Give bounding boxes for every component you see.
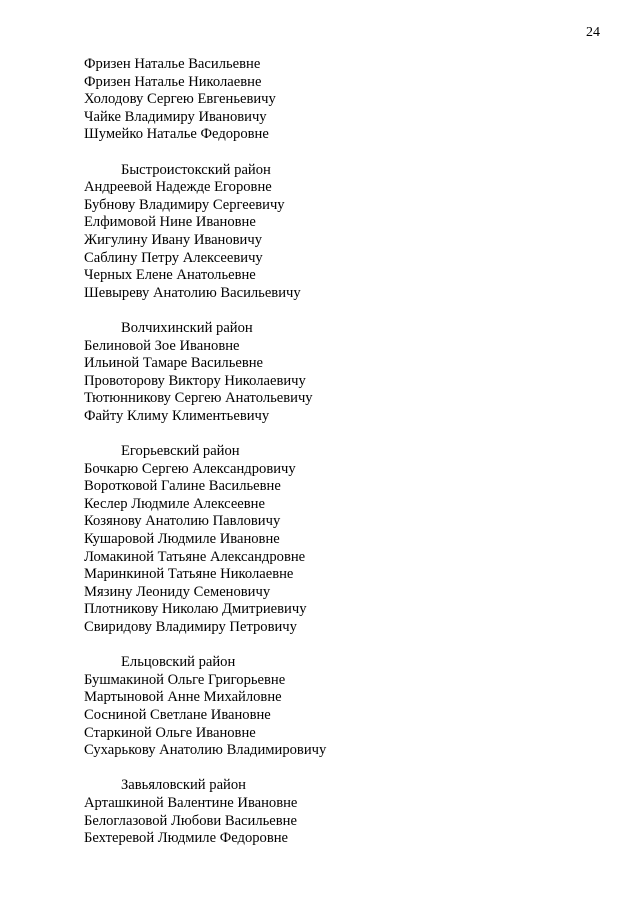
section-volchikhinsky (84, 320, 604, 426)
list-item: Маринкиной Татьяне Николаевне (84, 566, 294, 583)
list-item: Воротковой Галине Васильевне (84, 478, 281, 495)
list-item: Шумейко Наталье Федоровне (84, 126, 269, 143)
section-spacer (84, 760, 604, 778)
list-item: Кушаровой Людмиле Ивановне (84, 531, 280, 548)
intro-name-list (84, 56, 604, 144)
list-item: Фризен Наталье Николаевне (84, 73, 262, 90)
list-item: Бехтеревой Людмиле Федоровне (84, 830, 289, 847)
section-heading: Быстроистокский район (121, 161, 271, 178)
section-spacer (84, 425, 604, 443)
section-yeltsovsky (84, 654, 604, 760)
section-spacer (84, 637, 604, 655)
list-item: Чайке Владимиру Ивановичу (84, 108, 267, 125)
list-item: Саблину Петру Алексеевичу (84, 249, 263, 266)
section-bystroistoksky (84, 162, 604, 303)
list-item: Провоторову Виктору Николаевичу (84, 372, 306, 389)
list-item: Мартыновой Анне Михайловне (84, 689, 282, 706)
list-item: Свиридову Владимиру Петровичу (84, 619, 297, 635)
list-item: Сухарькову Анатолию Владимировичу (84, 742, 327, 759)
list-item: Елфимовой Нине Ивановне (84, 214, 256, 231)
list-item: Фризен Наталье Васильевне (84, 56, 261, 72)
section-heading: Егорьевский район (121, 443, 240, 460)
list-item: Андреевой Надежде Егоровне (84, 179, 272, 196)
list-item: Белиновой Зое Ивановне (84, 337, 240, 354)
list-item: Кеслер Людмиле Алексеевне (84, 495, 265, 512)
list-item: Ломакиной Татьяне Александровне (84, 548, 306, 565)
list-item: Плотникову Николаю Дмитриевичу (84, 601, 307, 618)
list-item: Старкиной Ольге Ивановне (84, 724, 256, 741)
list-item: Мязину Леониду Семеновичу (84, 583, 271, 600)
list-item: Жигулину Ивану Ивановичу (84, 231, 263, 248)
list-item: Козянову Анатолию Павловичу (84, 513, 281, 530)
list-item: Холодову Сергею Евгеньевичу (84, 91, 276, 108)
list-item: Файту Климу Климентьевичу (84, 407, 270, 424)
list-item: Тютюнникову Сергею Анатольевичу (84, 390, 313, 407)
list-item: Бочкарю Сергею Александровичу (84, 460, 296, 477)
page-number: 24 (586, 25, 600, 40)
section-heading: Ельцовский район (121, 654, 236, 671)
document-body (84, 56, 604, 848)
section-zavyalovsky (84, 777, 604, 847)
list-item: Арташкиной Валентине Ивановне (84, 794, 298, 811)
list-item: Шевыреву Анатолию Васильевичу (84, 284, 301, 301)
section-heading: Завьяловский район (121, 777, 246, 794)
list-item: Бушмакиной Ольге Григорьевне (84, 671, 286, 688)
list-item: Черных Елене Анатольевне (84, 267, 256, 284)
list-item: Ильиной Тамаре Васильевне (84, 355, 264, 372)
section-egoryevsky (84, 443, 604, 637)
section-spacer (84, 302, 604, 320)
section-heading: Волчихинский район (121, 319, 253, 336)
list-item: Сосниной Светлане Ивановне (84, 706, 271, 723)
list-item: Белоглазовой Любови Васильевне (84, 812, 297, 829)
list-item: Бубнову Владимиру Сергеевичу (84, 196, 285, 213)
section-spacer (84, 144, 604, 162)
